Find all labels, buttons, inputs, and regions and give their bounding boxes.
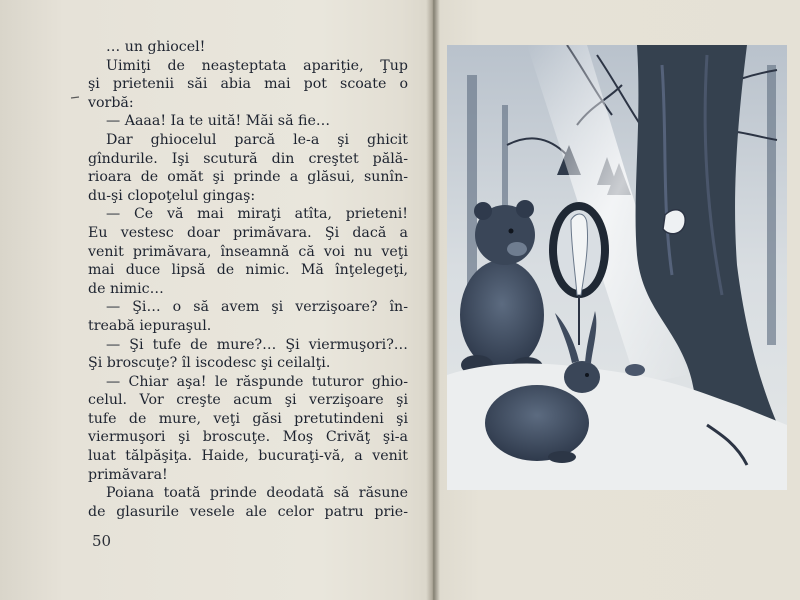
story-text: [88, 38, 408, 521]
bird: [663, 210, 685, 234]
forest-illustration: [447, 45, 787, 490]
text-line: mai duce lipsă de nimic. Mă înţelegeţi,: [88, 262, 408, 279]
right-page: [436, 0, 800, 600]
text-line: du-şi clopoţelul gingaş:: [88, 187, 256, 204]
text-line: Uimiţi de neaşteptata apariţie, Ţup: [106, 57, 408, 74]
margin-pencil-mark: [70, 95, 80, 101]
text-line: gîndurile. Işi scutură din creştet pălă-: [88, 150, 408, 167]
text-line: Poiana toată prinde deodată să răsune: [106, 485, 408, 502]
text-line: — Aaaa! Ia te uită! Măi să fie…: [106, 113, 331, 130]
text-line: Şi broscuţe? îl iscodesc şi ceilalţi.: [88, 355, 331, 372]
text-line: Dar ghiocelul parcă le-a şi ghicit: [106, 131, 408, 148]
text-line: rioara de omăt şi prinde a glăsui, sunîn-: [88, 169, 408, 186]
text-line: primăvara!: [88, 466, 168, 483]
text-line: viermuşori şi broscuţe. Moş Crivăţ şi-a: [88, 429, 408, 446]
text-line: — Chiar aşa! le răspunde tuturor ghio-: [106, 373, 408, 390]
text-line: de glasurile vesele ale celor patru prie-: [88, 503, 408, 520]
text-line: — Ce vă mai miraţi atîta, prieteni!: [106, 206, 408, 223]
text-line: … un ghiocel!: [106, 39, 206, 55]
text-line: — Şi tufe de mure?… Şi viermuşori?…: [106, 336, 408, 353]
small-creature: [625, 364, 645, 376]
text-line: tufe de mure, veţi găsi pretutindeni şi: [88, 410, 408, 427]
page-number: 50: [92, 532, 112, 550]
text-line: treabă iepuraşul.: [88, 317, 212, 334]
text-line: Eu vestesc doar primăvara. Şi dacă a: [88, 224, 408, 241]
text-line: de nimic…: [88, 280, 164, 297]
text-line: şi prietenii săi abia mai pot scoate o: [88, 76, 408, 93]
text-line: venit primăvara, înseamnă că voi nu veţi: [88, 243, 408, 260]
illustration-drawing: [447, 45, 787, 490]
text-line: vorbă:: [88, 94, 134, 111]
text-line: luat tălpăşiţa. Haide, bucuraţi-vă, a venit: [88, 448, 408, 465]
text-line: — Şi… o să avem şi verzişoare? în-: [106, 299, 408, 316]
text-line: celul. Vor creşte acum şi verzişoare şi: [88, 392, 408, 409]
